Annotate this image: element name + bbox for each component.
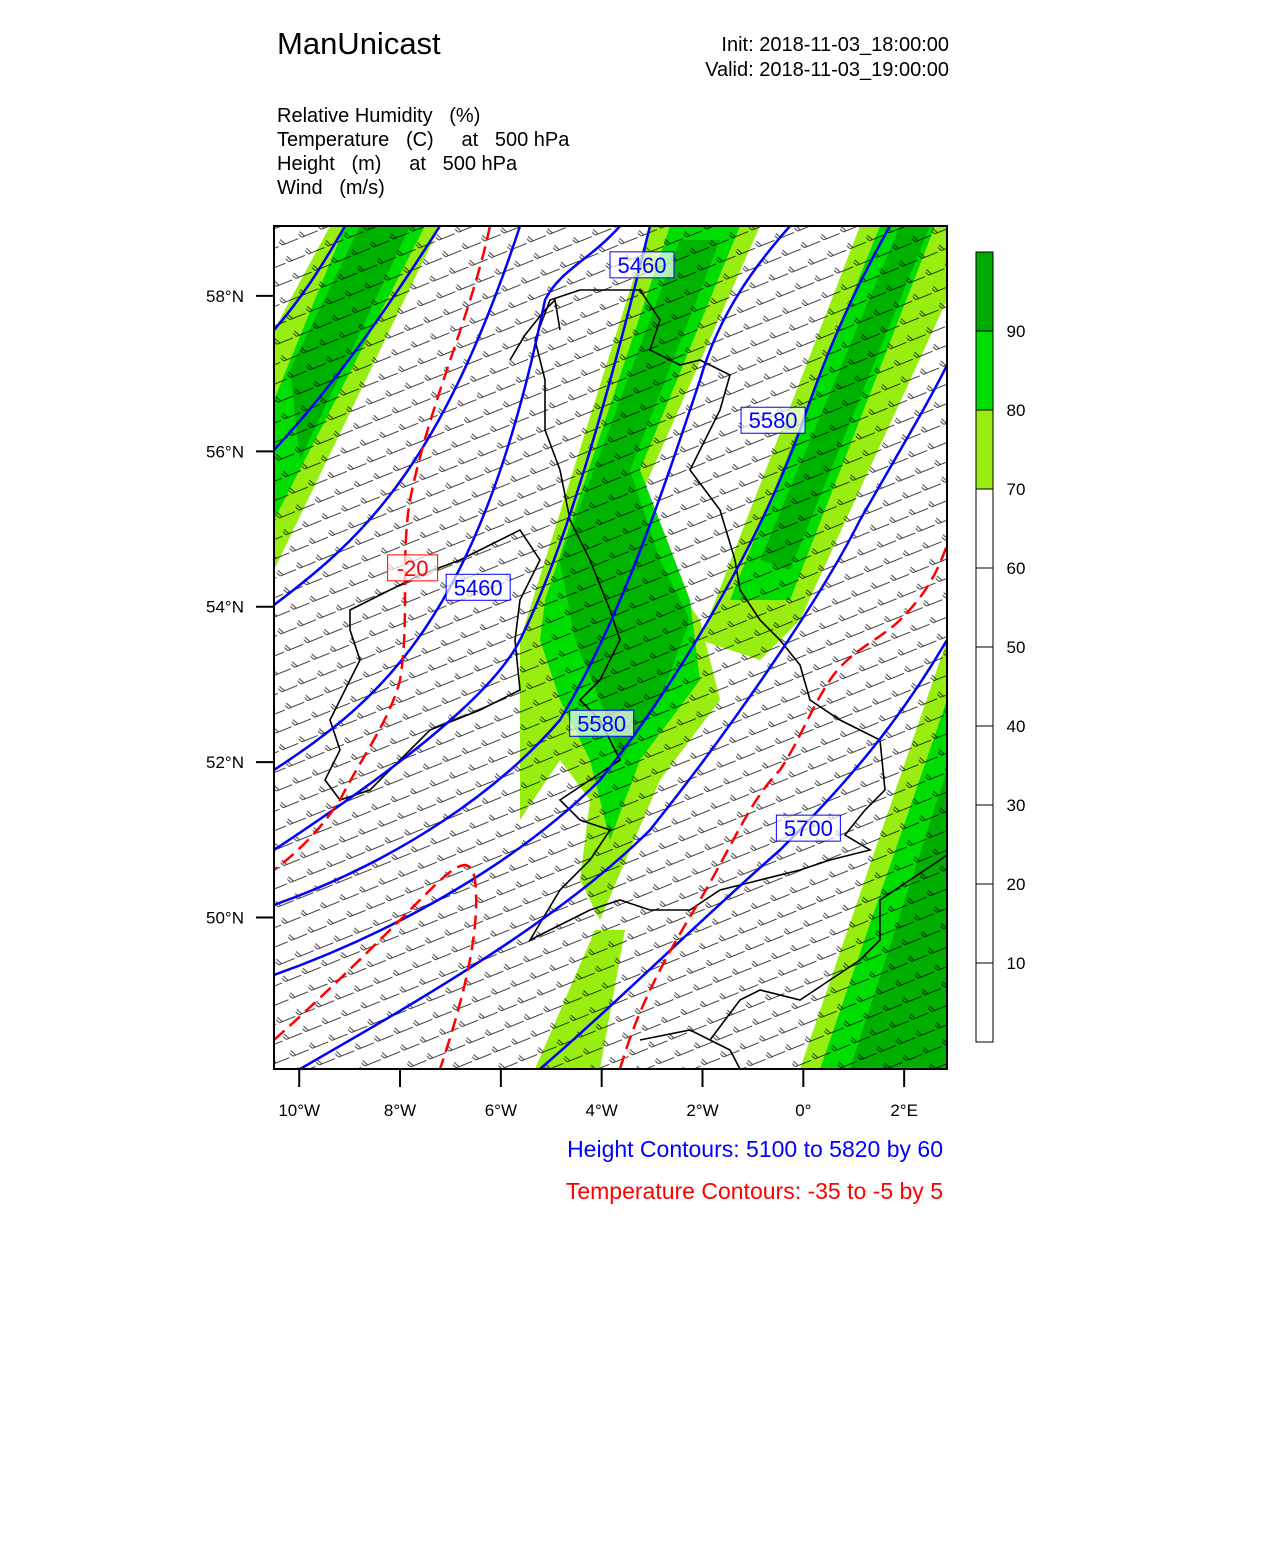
latitude-axis [206,287,274,928]
height-contour-label: 5700 [783,816,833,842]
colorbar-bin [976,568,993,647]
colorbar-label: 80 [1006,401,1026,420]
lon-tick-label: 4°W [585,1101,618,1120]
temperature-contour-legend: Temperature Contours: -35 to -5 by 5 [565,1178,943,1204]
colorbar-label: 30 [1006,796,1026,815]
height-contour-label: 5580 [577,711,627,737]
field-wind: Wind (m/s) [277,177,385,199]
valid-time: Valid: 2018-11-03_19:00:00 [705,59,949,81]
field-relative-humidity: Relative Humidity (%) [277,105,481,127]
lat-tick-label: 58°N [206,286,244,306]
lon-tick-label: 6°W [484,1101,518,1120]
colorbar-bin [976,331,993,410]
longitude-axis [278,1069,918,1120]
rh-colorbar [976,252,1025,1042]
height-contour-label: 5460 [617,252,667,278]
colorbar-bin [976,726,993,805]
lat-tick-label: 50°N [206,908,244,928]
colorbar-label: 20 [1006,875,1026,894]
colorbar-bin [976,410,993,489]
lon-tick-label: 0° [795,1101,812,1120]
colorbar-label: 10 [1006,954,1026,973]
lon-tick-label: 10°W [278,1101,321,1120]
colorbar-label: 60 [1006,559,1026,578]
lon-tick-label: 2°E [890,1101,918,1120]
colorbar-bin [976,489,993,568]
field-temperature: Temperature (C) at 500 hPa [277,129,570,151]
lon-tick-label: 8°W [383,1101,417,1120]
wind-barbs [274,226,947,1069]
height-contour-label: 5460 [453,575,503,601]
lat-tick-label: 56°N [206,442,244,462]
colorbar-label: 40 [1006,717,1026,736]
map-area [274,226,947,1069]
height-contour-label: 5580 [748,408,798,434]
init-time: Init: 2018-11-03_18:00:00 [721,34,949,56]
colorbar-bin [976,805,993,884]
lat-tick-label: 52°N [206,753,244,773]
colorbar-label: 50 [1006,638,1026,657]
field-height: Height (m) at 500 hPa [277,153,518,175]
colorbar-bin [976,963,993,1042]
colorbar-bin [976,647,993,726]
colorbar-bin [976,252,993,331]
app-title: ManUnicast [277,26,441,61]
colorbar-bin [976,884,993,963]
height-contour-legend: Height Contours: 5100 to 5820 by 60 [567,1136,943,1162]
colorbar-label: 70 [1006,480,1026,499]
lon-tick-label: 2°W [686,1101,719,1120]
colorbar-label: 90 [1006,322,1026,341]
lat-tick-label: 54°N [206,597,244,617]
temperature-contour-label: -20 [396,555,429,581]
